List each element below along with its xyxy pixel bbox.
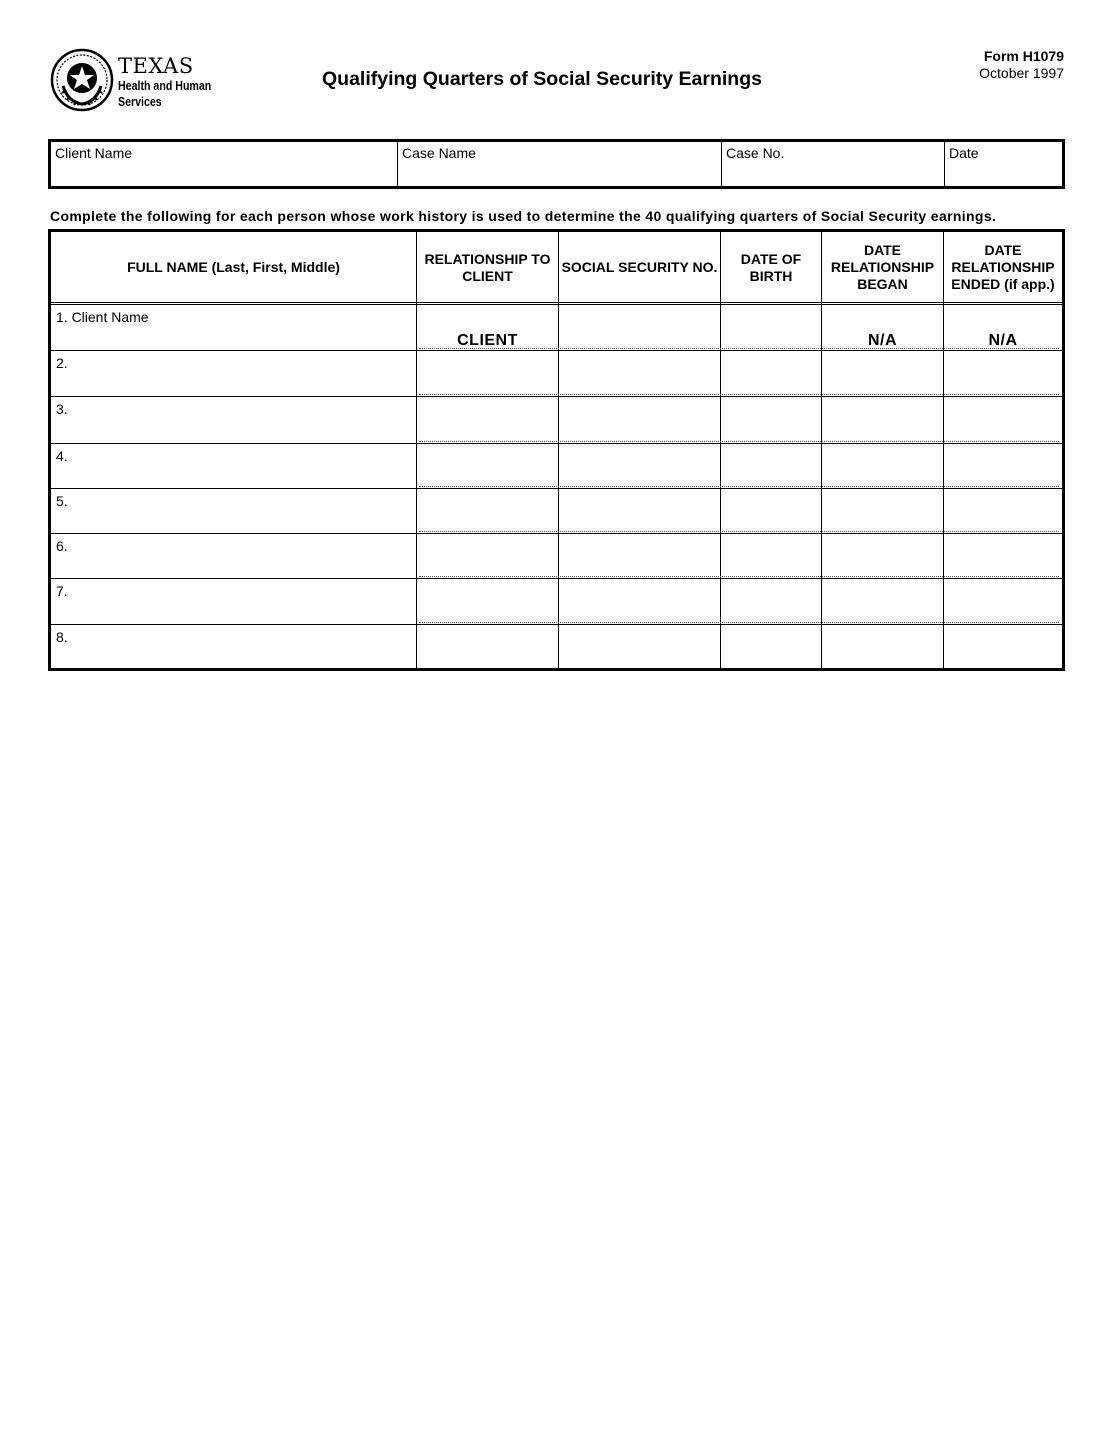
- agency-logo: [50, 46, 230, 114]
- case-name-field[interactable]: [397, 142, 721, 186]
- case-info-box: [48, 139, 1065, 189]
- col-header-ended: DATE RELATIONSHIP ENDED (if app.): [951, 242, 1055, 292]
- row-number: 7.: [56, 583, 68, 599]
- date-field[interactable]: [944, 142, 1062, 186]
- work-history-table: [48, 229, 1065, 671]
- agency-state: TEXAS: [118, 54, 194, 78]
- col-header-full-name: FULL NAME (Last, First, Middle): [127, 259, 340, 275]
- case-name-label: Case Name: [402, 145, 476, 161]
- form-identifier: [979, 48, 1064, 82]
- col-header-dob: DATE OF BIRTH: [740, 250, 802, 284]
- col-header-ssn: SOCIAL SECURITY NO.: [561, 259, 718, 275]
- table-row[interactable]: [51, 579, 1062, 624]
- began-value: N/A: [867, 332, 898, 349]
- form-date: October 1997: [979, 65, 1064, 81]
- date-label: Date: [949, 145, 979, 161]
- row-number: 5.: [56, 493, 68, 509]
- dotted-guide: [419, 531, 1059, 532]
- case-number-label: Case No.: [726, 145, 785, 161]
- dotted-guide: [419, 576, 1059, 577]
- texas-seal-icon: [50, 46, 114, 114]
- dotted-guide: [419, 486, 1059, 487]
- dotted-guide: [419, 441, 1059, 442]
- col-header-began: DATE RELATIONSHIP BEGAN: [830, 242, 935, 292]
- row-number: 4.: [56, 448, 68, 464]
- client-name-field[interactable]: [51, 142, 397, 186]
- row-number: 3.: [56, 401, 68, 417]
- header-rule: [51, 302, 1062, 303]
- instruction-text: Complete the following for each person whose work history is used to determine the 40 qualifying quarters of Social Security earnings.: [50, 208, 997, 224]
- row-number: 1. Client Name: [56, 309, 149, 325]
- dotted-guide: [419, 348, 1059, 349]
- form-number: Form H1079: [983, 48, 1064, 64]
- row-number: 2.: [56, 355, 68, 371]
- client-name-label: Client Name: [55, 145, 133, 161]
- table-row[interactable]: [51, 489, 1062, 533]
- table-row[interactable]: [51, 534, 1062, 578]
- row-number: 8.: [56, 629, 68, 645]
- page-title: Qualifying Quarters of Social Security Earnings: [322, 68, 762, 90]
- table-row[interactable]: [51, 305, 1062, 350]
- relationship-value: CLIENT: [457, 332, 518, 349]
- row-number: 6.: [56, 538, 68, 554]
- dotted-guide: [419, 394, 1059, 395]
- table-row[interactable]: [51, 397, 1062, 443]
- ended-value: N/A: [988, 332, 1018, 349]
- col-header-relationship: RELATIONSHIP TO CLIENT: [424, 250, 551, 284]
- table-row[interactable]: [51, 351, 1062, 396]
- agency-line-2: Services: [118, 95, 162, 109]
- agency-line-1: Health and Human: [118, 79, 212, 93]
- table-row[interactable]: [51, 625, 1062, 668]
- dotted-guide: [419, 622, 1059, 623]
- table-row[interactable]: [51, 444, 1062, 488]
- case-number-field[interactable]: [721, 142, 944, 186]
